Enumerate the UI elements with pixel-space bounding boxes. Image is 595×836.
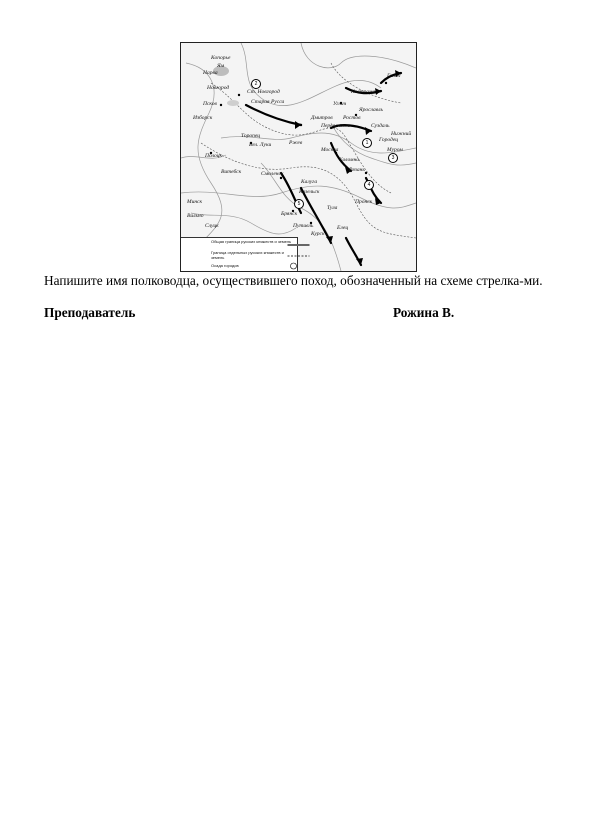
map-label: Кострома bbox=[351, 89, 376, 95]
teacher-name: Рожина В. bbox=[393, 305, 455, 320]
map-label: Нижний bbox=[391, 131, 412, 137]
siege-marker: 5 bbox=[294, 199, 304, 209]
map-label: Ям bbox=[217, 63, 225, 69]
map-label: Москва bbox=[321, 147, 339, 153]
map-label: Коломна bbox=[339, 157, 360, 163]
map-label: Новгород bbox=[207, 85, 230, 91]
map-label: Витебск bbox=[221, 169, 242, 175]
map-label: Полоцк bbox=[205, 153, 223, 159]
question-text: Напишите имя полководца, осуществившего поход, обозначенный на схеме стрелка-ми. bbox=[44, 273, 543, 288]
map-label: Копорье bbox=[211, 55, 231, 61]
map-label: Минск bbox=[187, 199, 203, 205]
map-label: Изборск bbox=[193, 115, 213, 121]
map-label: Ржев bbox=[289, 140, 303, 146]
map-label: Курск bbox=[311, 231, 325, 237]
map-label: Торопец bbox=[241, 133, 261, 139]
map-label: Слуцк bbox=[205, 223, 219, 229]
map-label: Тула bbox=[327, 205, 338, 211]
legend-text: Осада городов bbox=[211, 263, 239, 268]
map-label: Пронск bbox=[355, 199, 373, 205]
siege-marker: 1 bbox=[362, 138, 372, 148]
map-label: Нарва bbox=[203, 70, 218, 76]
map-label: Козельск bbox=[299, 189, 320, 195]
map-label: Переяславль bbox=[321, 123, 351, 129]
siege-marker: 4 bbox=[364, 180, 374, 190]
map-label: Рязань bbox=[349, 167, 365, 173]
siege-marker: 3 bbox=[388, 153, 398, 163]
map-label: Углич bbox=[333, 101, 347, 107]
map-label: Калуга bbox=[301, 179, 318, 185]
legend-text: Общая граница русских княжеств и земель bbox=[211, 239, 292, 244]
teacher-label: Преподаватель bbox=[44, 305, 136, 320]
map-label: Суздаль bbox=[371, 123, 390, 129]
map-legend bbox=[181, 237, 298, 272]
map-label: Дмитров bbox=[311, 115, 333, 121]
siege-marker: 2 bbox=[251, 79, 261, 89]
map-label: Старая Русса bbox=[251, 99, 285, 105]
map-label: Ярославль bbox=[359, 107, 384, 113]
historical-map bbox=[180, 42, 417, 272]
map-label: Городец bbox=[379, 137, 399, 143]
map-label: Смоленск bbox=[261, 171, 284, 177]
map-label: Елец bbox=[337, 225, 349, 231]
map-label: Вел. Луки bbox=[249, 142, 272, 148]
map-label: Псков bbox=[203, 101, 217, 107]
map-label: Ст. Новгород bbox=[247, 89, 280, 95]
map-label: Галич bbox=[387, 73, 401, 79]
legend-text: Граница отдельных русских княжеств и земель bbox=[211, 250, 284, 260]
map-label: Вильно bbox=[187, 213, 204, 219]
map-label: Брянск bbox=[281, 211, 298, 217]
map-label: Путивль bbox=[293, 223, 314, 229]
map-label: Муром bbox=[387, 147, 403, 153]
map-label: Ростов bbox=[343, 115, 361, 121]
